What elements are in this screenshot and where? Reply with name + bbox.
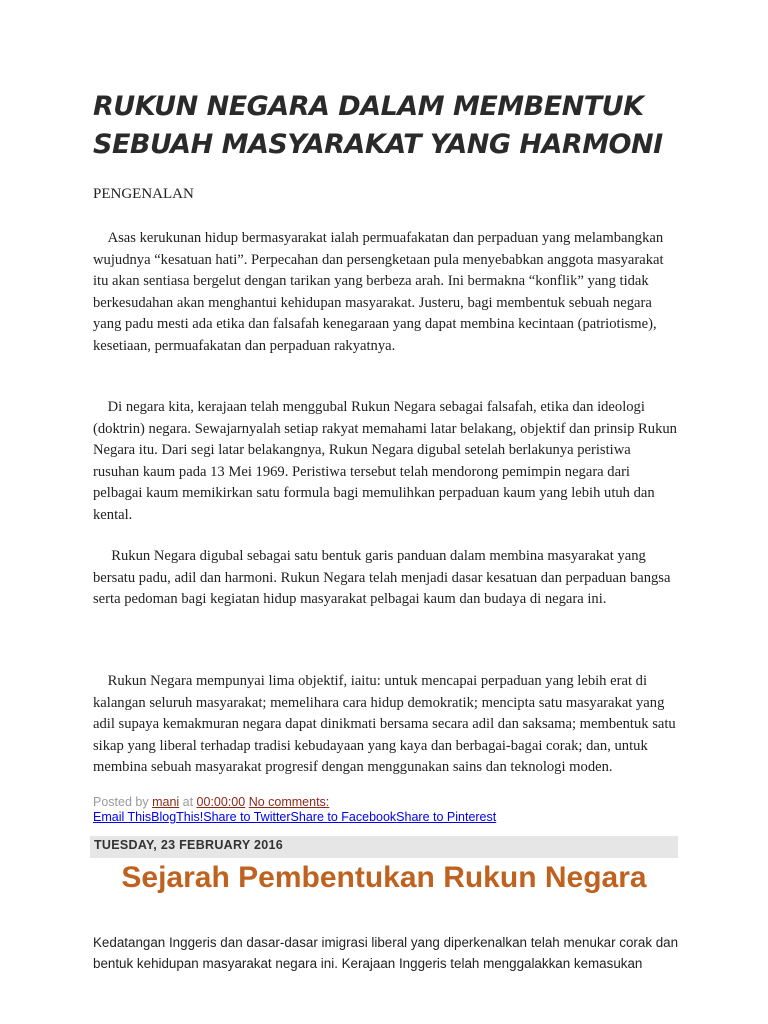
share-facebook-link[interactable]: Share to Facebook (290, 810, 397, 824)
post-title[interactable]: Sejarah Pembentukan Rukun Negara (121, 861, 647, 894)
paragraph-1: Asas kerukunan hidup bermasyarakat ialah permuafakatan dan perpaduan yang melambangkan wujudnya “kesatuan hati”. Perpecahan dan persengketaan pula menyebabkan anggota masyarakat itu akan sentiasa bergelut dengan tarikan yang berbeza arah. Ini bermakna “konflik” yang tidak berkesudahan akan menghantui kehidupan masyarakat. Justeru, bagi membentuk sebuah negara yang padu mesti ada etika dan falsafah kenegaraan yang dapat membina kecintaan (patriotisme), kesetiaan, permuafakatan dan perpaduan rakyatnya. (93, 230, 664, 354)
blogthis-link[interactable]: BlogThis! (151, 810, 204, 824)
post-time-link[interactable]: 00:00:00 (196, 795, 246, 809)
share-row (93, 810, 496, 825)
at-label: at (179, 795, 197, 809)
share-twitter-link[interactable]: Share to Twitter (203, 810, 291, 824)
post-body: Kedatangan Inggeris dan dasar-dasar imigrasi liberal yang diperkenalkan telah menukar corak dan bentuk kehidupan masyarakat negara ini. Kerajaan Inggeris telah menggalakkan kemasukan (93, 935, 679, 971)
date-header: TUESDAY, 23 FEBRUARY 2016 (90, 836, 678, 858)
paragraph-3: Rukun Negara digubal sebagai satu bentuk garis panduan dalam membina masyarakat yang bersatu padu, adil dan harmoni. Rukun Negara telah menjadi dasar kesatuan dan perpaduan bangsa serta pedoman bagi kegiatan hidup masyarakat pelbagai kaum dan budaya di negara ini. (93, 548, 671, 608)
author-link[interactable]: mani (152, 795, 180, 809)
comments-link[interactable]: No comments: (248, 795, 330, 809)
section-label: PENGENALAN (93, 186, 194, 202)
email-this-link[interactable]: Email This (93, 810, 152, 824)
post-meta (93, 795, 329, 810)
share-pinterest-link[interactable]: Share to Pinterest (396, 810, 497, 824)
paragraph-4: Rukun Negara mempunyai lima objektif, iaitu: untuk mencapai perpaduan yang lebih erat di kalangan seluruh masyarakat; memelihara cara hidup demokratik; mencipta satu masyarakat yang adil supaya kemakmuran negara dapat dinikmati bersama secara adil dan saksama; membentuk satu sikap yang liberal terhadap tradisi kebudayaan yang kaya dan berbagai-bagai corak; dan, untuk membina sebuah masyarakat progresif dengan menggunakan sains dan teknologi moden. (93, 673, 676, 776)
paragraph-2: Di negara kita, kerajaan telah menggubal Rukun Negara sebagai falsafah, etika dan ideologi (doktrin) negara. Sewajarnyalah setiap rakyat memahami latar belakang, objektif dan prinsip Rukun Negara itu. Dari segi latar belakangnya, Rukun Negara digubal setelah berlakunya peristiwa rusuhan kaum pada 13 Mei 1969. Peristiwa tersebut telah mendorong pemimpin negara dari pelbagai kaum memikirkan satu formula bagi memulihkan perpaduan kaum yang lebih utuh dan kental. (93, 399, 677, 523)
article-title: RUKUN NEGARA DALAM MEMBENTUK SEBUAH MASYARAKAT YANG HARMONI (93, 91, 663, 160)
posted-by-label: Posted by (93, 795, 153, 809)
